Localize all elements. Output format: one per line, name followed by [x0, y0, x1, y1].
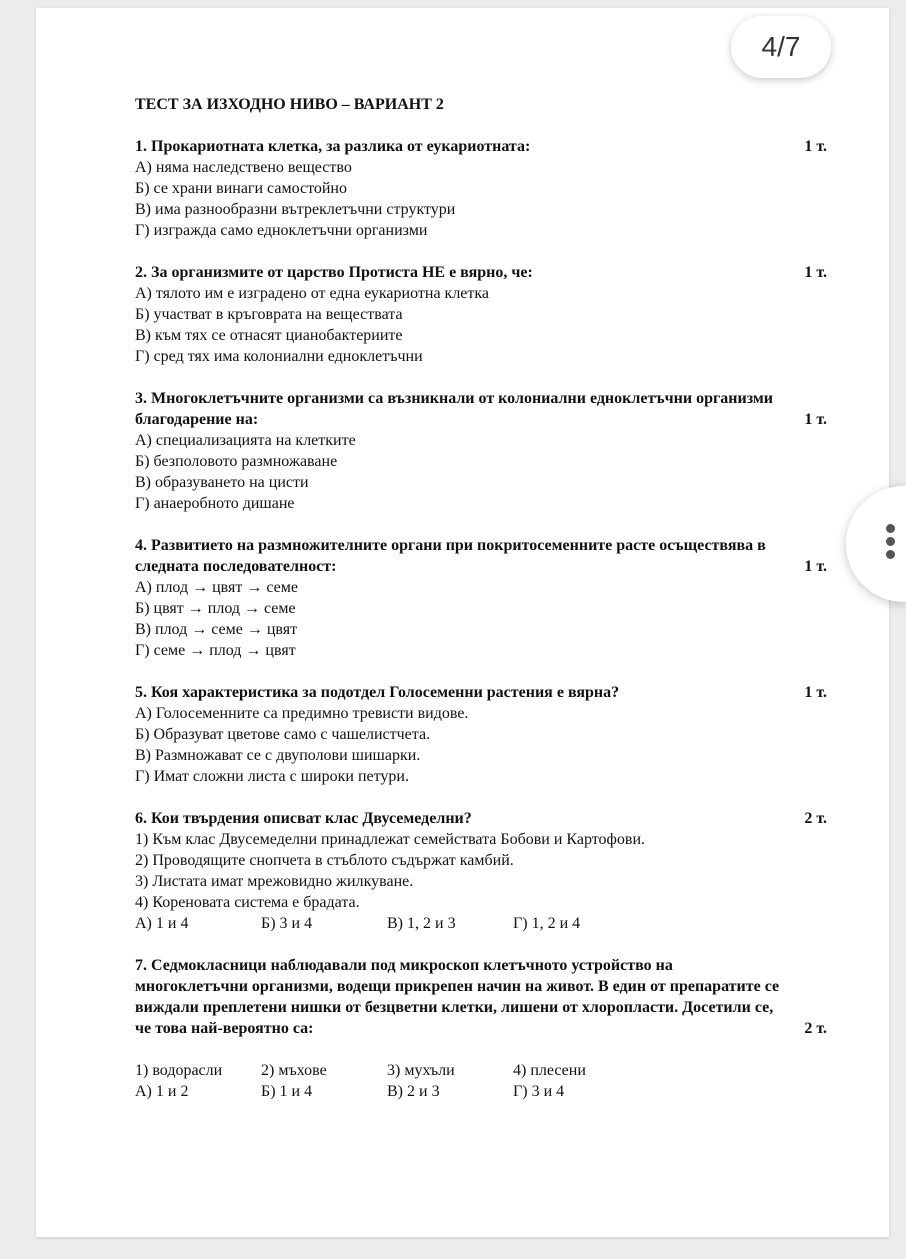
answer-option: Б) се храни винаги самостойно	[135, 180, 347, 197]
question-header	[135, 136, 827, 157]
question-header	[135, 388, 827, 430]
answer-choice: Г) 3 и 4	[513, 1083, 565, 1100]
document-title: ТЕСТ ЗА ИЗХОДНО НИВО – ВАРИАНТ 2	[135, 96, 444, 113]
question-block	[135, 136, 827, 241]
answer-option: Г) изгражда само едноклетъчни организми	[135, 222, 428, 239]
question-text: 4. Развитието на размножителните органи при покритосеменните расте осъществява в следната последователност:	[135, 537, 766, 575]
answer-choice: В) 1, 2 и 3	[387, 915, 456, 932]
question-header	[135, 262, 827, 283]
question-header	[135, 808, 827, 829]
question-block	[135, 955, 827, 1102]
item-option: 1) водорасли	[135, 1062, 223, 1079]
answer-option: В) Размножават се с двуполови шишарки.	[135, 747, 421, 764]
question-header	[135, 682, 827, 703]
answer-choice: А) 1 и 4	[135, 915, 189, 932]
answer-option: А) специализацията на клетките	[135, 432, 356, 449]
answer-option: Б) безполовото размножаване	[135, 453, 338, 470]
answers-row	[135, 1081, 827, 1102]
answer-option: Б) Образуват цветове само с чашелистчета.	[135, 726, 431, 743]
answer-option: Г) анаеробното дишане	[135, 495, 295, 512]
answer-option: Г) сред тях има колониални едноклетъчни	[135, 348, 423, 365]
question-block	[135, 535, 827, 661]
answer-option: 2) Проводящите снопчета в стъблото съдържат камбий.	[135, 852, 514, 869]
question-block	[135, 808, 827, 934]
answer-option: 3) Листата имат мрежовидно жилкуване.	[135, 873, 414, 890]
question-points: 2 т.	[804, 1020, 827, 1037]
question-header	[135, 955, 827, 1039]
document-content	[135, 94, 827, 1123]
question-points: 1 т.	[804, 264, 827, 281]
question-points: 1 т.	[804, 684, 827, 701]
answer-choice: В) 2 и 3	[387, 1083, 440, 1100]
answer-option: В) плод → семе → цвят	[135, 621, 298, 638]
question-header	[135, 535, 827, 577]
answer-option: 4) Кореновата система е брадата.	[135, 894, 360, 911]
question-text: 2. За организмите от царство Протиста НЕ е вярно, че:	[135, 264, 533, 281]
question-block	[135, 682, 827, 787]
item-option: 2) мъхове	[261, 1062, 327, 1079]
answer-option: 1) Към клас Двусемеделни принадлежат семействата Бобови и Картофови.	[135, 831, 646, 848]
document-page	[36, 8, 889, 1237]
answer-option: А) плод → цвят → семе	[135, 579, 298, 596]
question-text: 3. Многоклетъчните организми са възникнали от колониални едноклетъчни организми благодарение на:	[135, 390, 774, 428]
answer-choice: Б) 3 и 4	[261, 915, 313, 932]
more-dots-icon	[886, 524, 895, 559]
question-points: 2 т.	[804, 810, 827, 827]
answer-option: Б) участват в кръговрата на веществата	[135, 306, 403, 323]
answer-option: А) тялото им е изградено от една еукариотна клетка	[135, 285, 490, 302]
answer-option: Г) семе → плод → цвят	[135, 642, 296, 659]
item-option: 4) плесени	[513, 1062, 586, 1079]
question-block	[135, 262, 827, 367]
question-points: 1 т.	[804, 558, 827, 575]
question-points: 1 т.	[804, 411, 827, 428]
items-row	[135, 1060, 827, 1081]
answer-option: А) няма наследствено вещество	[135, 159, 352, 176]
answers-row	[135, 913, 827, 934]
answer-choice: Г) 1, 2 и 4	[513, 915, 581, 932]
answer-option: В) образуването на цисти	[135, 474, 309, 491]
question-text: 5. Коя характеристика за подотдел Голосеменни растения е вярна?	[135, 684, 620, 701]
answer-option: В) има разнообразни вътреклетъчни структури	[135, 201, 456, 218]
answer-choice: Б) 1 и 4	[261, 1083, 313, 1100]
answer-choice: А) 1 и 2	[135, 1083, 189, 1100]
question-text: 1. Прокариотната клетка, за разлика от еукариотната:	[135, 138, 531, 155]
question-text: 7. Седмокласници наблюдавали под микроскоп клетъчното устройство на многоклетъчни организми, водещи прикрепен начин на живот. В един от препаратите се виждали преплетени нишки от безцветни клетки, лишени от хлоропласти. Досетили се, че това най-вероятно са:	[135, 957, 780, 1037]
answer-option: Г) Имат сложни листа с широки петури.	[135, 768, 409, 785]
answer-option: Б) цвят → плод → семе	[135, 600, 296, 617]
question-block	[135, 388, 827, 514]
spacer	[135, 1039, 827, 1060]
item-option: 3) мухъли	[387, 1062, 455, 1079]
question-points: 1 т.	[804, 138, 827, 155]
question-text: 6. Кои твърдения описват клас Двусемеделни?	[135, 810, 472, 827]
answer-option: А) Голосеменните са предимно тревисти видове.	[135, 705, 469, 722]
page-counter: 4/7	[731, 16, 831, 78]
answer-option: В) към тях се отнасят цианобактериите	[135, 327, 403, 344]
